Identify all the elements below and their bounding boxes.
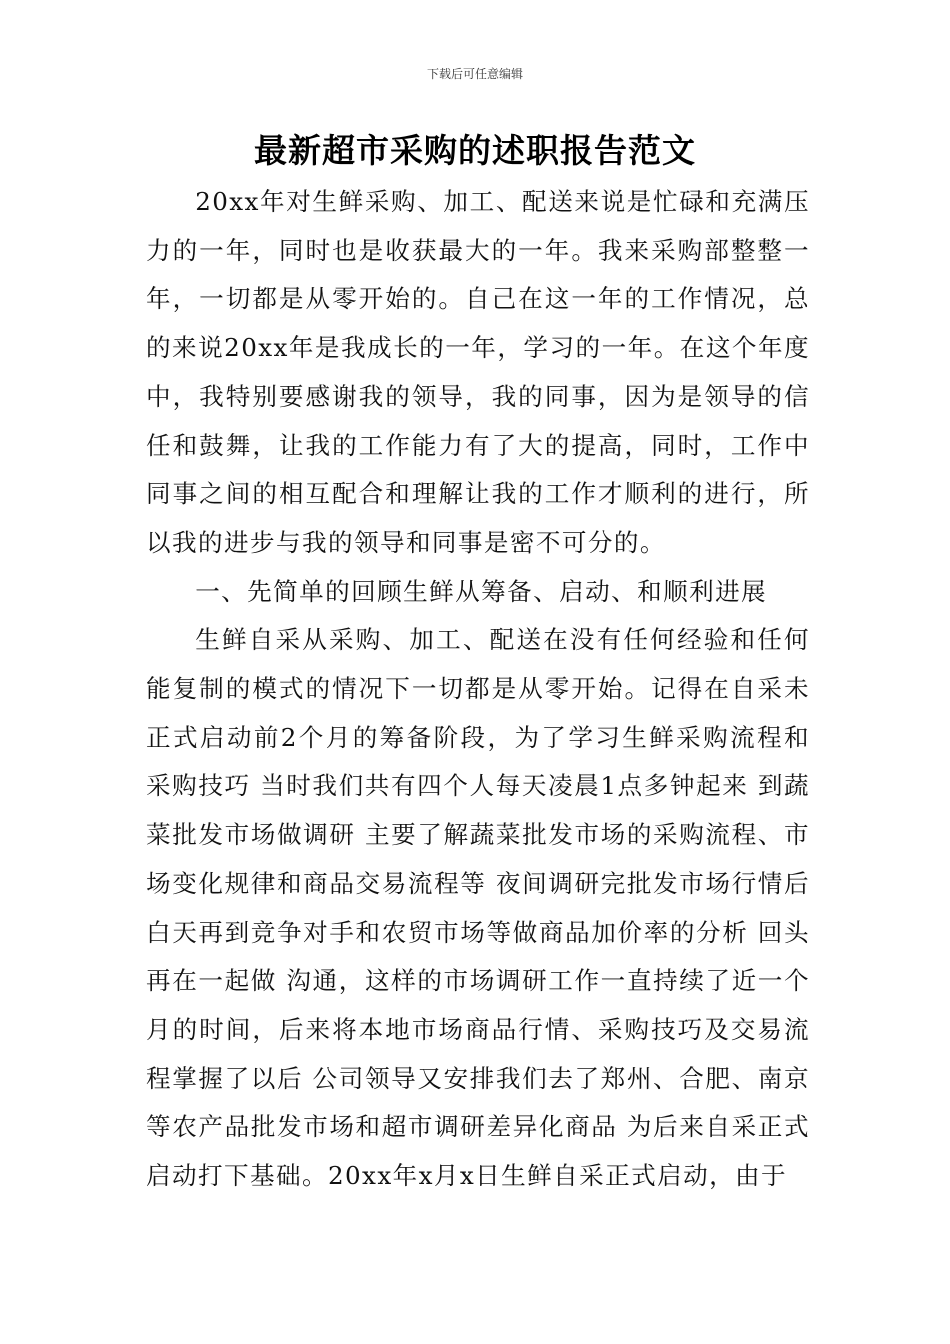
document-body bbox=[146, 178, 810, 1201]
section-heading-review: 一、先简单的回顾生鲜从筹备、启动、和顺利进展 bbox=[195, 576, 768, 606]
page-header-note: 下载后可任意编辑 bbox=[426, 67, 523, 81]
paragraph-intro: 20xx年对生鲜采购、加工、配送来说是忙碌和充满压力的一年，同时也是收获最大的一年。我来采购部整整一年，一切都是从零开始的。自己在这一年的工作情况，总的来说20xx年是我成长的一年，学习的一年。在这个年度中，我特别要感谢我的领导，我的同事，因为是领导的信任和鼓舞，让我的工作能力有了大的提高，同时，工作中同事之间的相互配合和理解让我的工作才顺利的进行，所以我的进步与我的领导和同事是密不可分的。 bbox=[146, 187, 810, 557]
document-title: 最新超市采购的述职报告范文 bbox=[254, 131, 696, 170]
paragraph-review: 生鲜自采从采购、加工、配送在没有任何经验和任何能复制的模式的情况下一切都是从零开始。记得在自采未正式启动前2个月的筹备阶段，为了学习生鲜采购流程和采购技巧 当时我们共有四个人每天凌晨1点多钟起来 到蔬菜批发市场做调研 主要了解蔬菜批发市场的采购流程、市场变化规律和商品交易流程等 夜间调研完批发市场行情后白天再到竞争对手和农贸市场等做商品加价率的分析 回头再在一起做 沟通，这样的市场调研工作一直持续了近一个月的时间，后来将本地市场商品行情、采购技巧及交易流程掌握了以后 公司领导又安排我们去了郑州、合肥、南京等农产品批发市场和超市调研差异化商品 为后来自采正式启动打下基础。20xx年x月x日生鲜自采正式启动，由于 bbox=[146, 625, 810, 1191]
